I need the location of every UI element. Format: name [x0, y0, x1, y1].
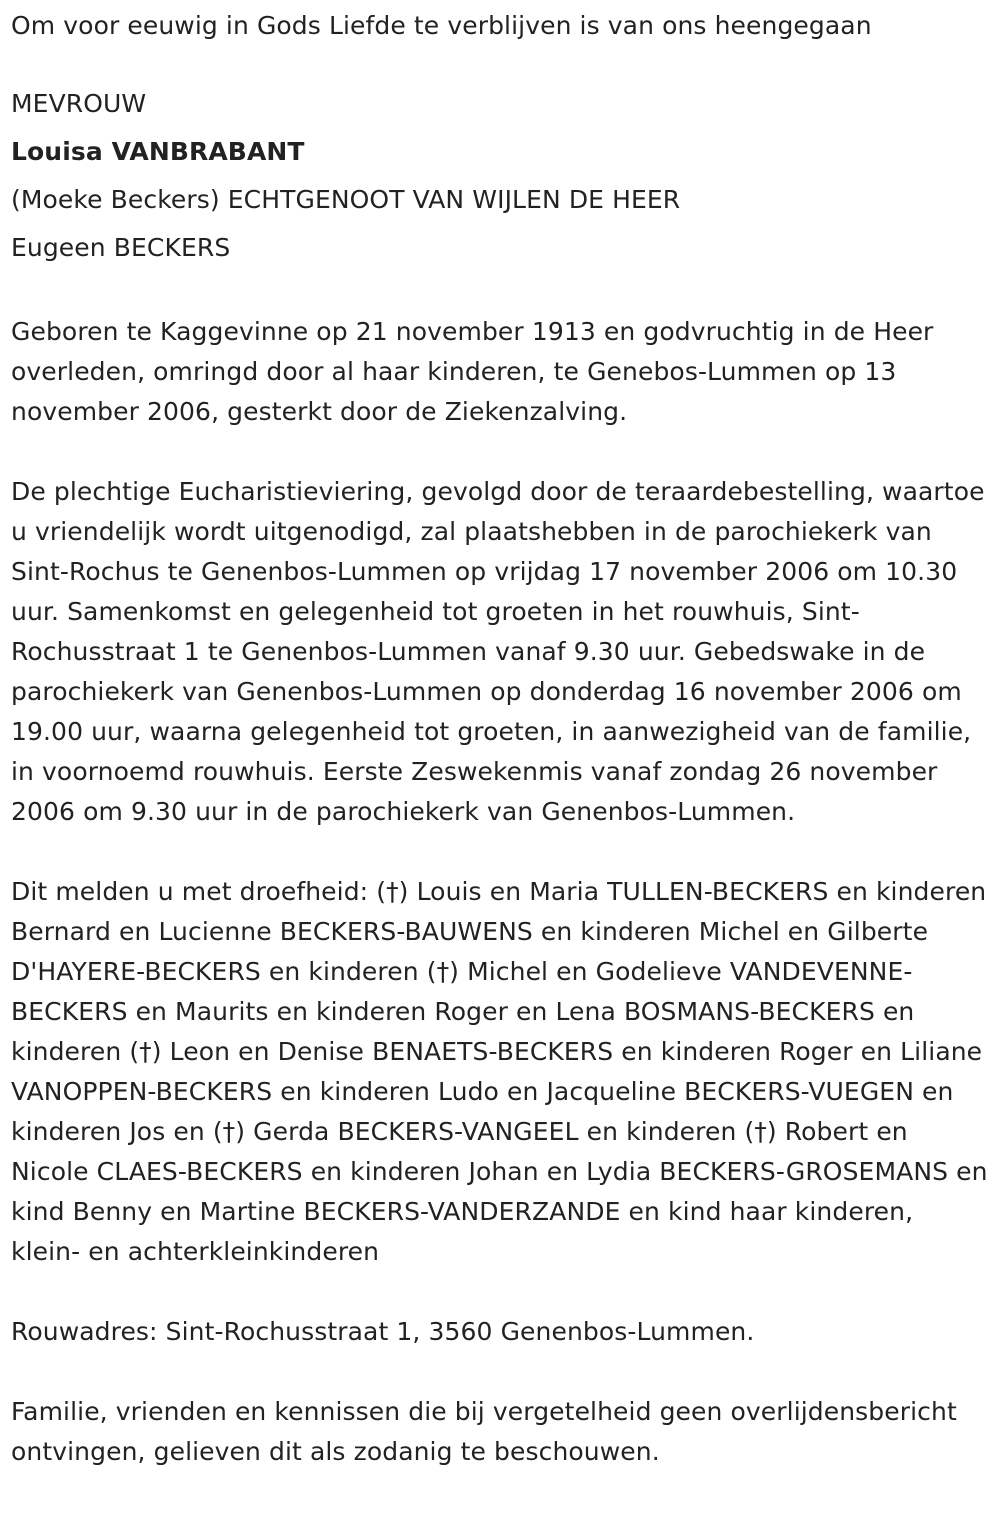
spouse-name: Eugeen BECKERS: [11, 233, 231, 262]
family-paragraph: Dit melden u met droefheid: (†) Louis en Maria TULLEN-BECKERS en kinderen Bernard en Lucienne BECKERS-BAUWENS en kinderen Michel en Gilberte D'HAYERE-BECKERS en kinderen (†) Michel en Godelieve VANDEVENNE-BECKERS en Maurits en kinderen Roger en Lena BOSMANS-BECKERS en kinderen (†) Leon en Denise BENAETS-BECKERS en kinderen Roger en Liliane VANOPPEN-BECKERS en kinderen Ludo en Jacqueline BECKERS-VUEGEN en kinderen Jos en (†) Gerda BECKERS-VANGEEL en kinderen (†) Robert en Nicole CLAES-BECKERS en kinderen Johan en Lydia BECKERS-GROSEMANS en kind Benny en Martine BECKERS-VANDERZANDE en kind haar kinderen, klein- en achterkleinkinderen: [11, 877, 988, 1266]
ceremony-paragraph: De plechtige Eucharistieviering, gevolgd door de teraardebestelling, waartoe u vriendelijk wordt uitgenodigd, zal plaatshebben in de parochiekerk van Sint-Rochus te Genenbos-Lummen op vrijdag 17 november 2006 om 10.30 uur. Samenkomst en gelegenheid tot groeten in het rouwhuis, Sint-Rochusstraat 1 te Genenbos-Lummen vanaf 9.30 uur. Gebedswake in de parochiekerk van Genenbos-Lummen op donderdag 16 november 2006 om 19.00 uur, waarna gelegenheid tot groeten, in aanwezigheid van de familie, in voornoemd rouwhuis. Eerste Zeswekenmis vanaf zondag 26 november 2006 om 9.30 uur in de parochiekerk van Genenbos-Lummen.: [11, 477, 985, 826]
spacer: [11, 832, 988, 872]
spacer: [11, 46, 988, 80]
spacer: [11, 1352, 988, 1392]
intro-text: Om voor eeuwig in Gods Liefde te verblijven is van ons heengegaan: [11, 11, 872, 40]
title-prefix: MEVROUW: [11, 89, 147, 118]
spacer: [11, 272, 988, 312]
relation-text: (Moeke Beckers) ECHTGENOOT VAN WIJLEN DE HEER: [11, 185, 681, 214]
closing-paragraph: Familie, vrienden en kennissen die bij vergetelheid geen overlijdensbericht ontvingen, gelieven dit als zodanig te beschouwen.: [11, 1397, 957, 1466]
deceased-header: [11, 80, 988, 272]
spacer: [11, 1272, 988, 1312]
deceased-name: Louisa VANBRABANT: [11, 137, 305, 166]
birth-death-paragraph: Geboren te Kaggevinne op 21 november 1913 en godvruchtig in de Heer overleden, omringd door al haar kinderen, te Genebos-Lummen op 13 november 2006, gesterkt door de Ziekenzalving.: [11, 317, 934, 426]
address-line: Rouwadres: Sint-Rochusstraat 1, 3560 Genenbos-Lummen.: [11, 1317, 755, 1346]
spacer: [11, 432, 988, 472]
